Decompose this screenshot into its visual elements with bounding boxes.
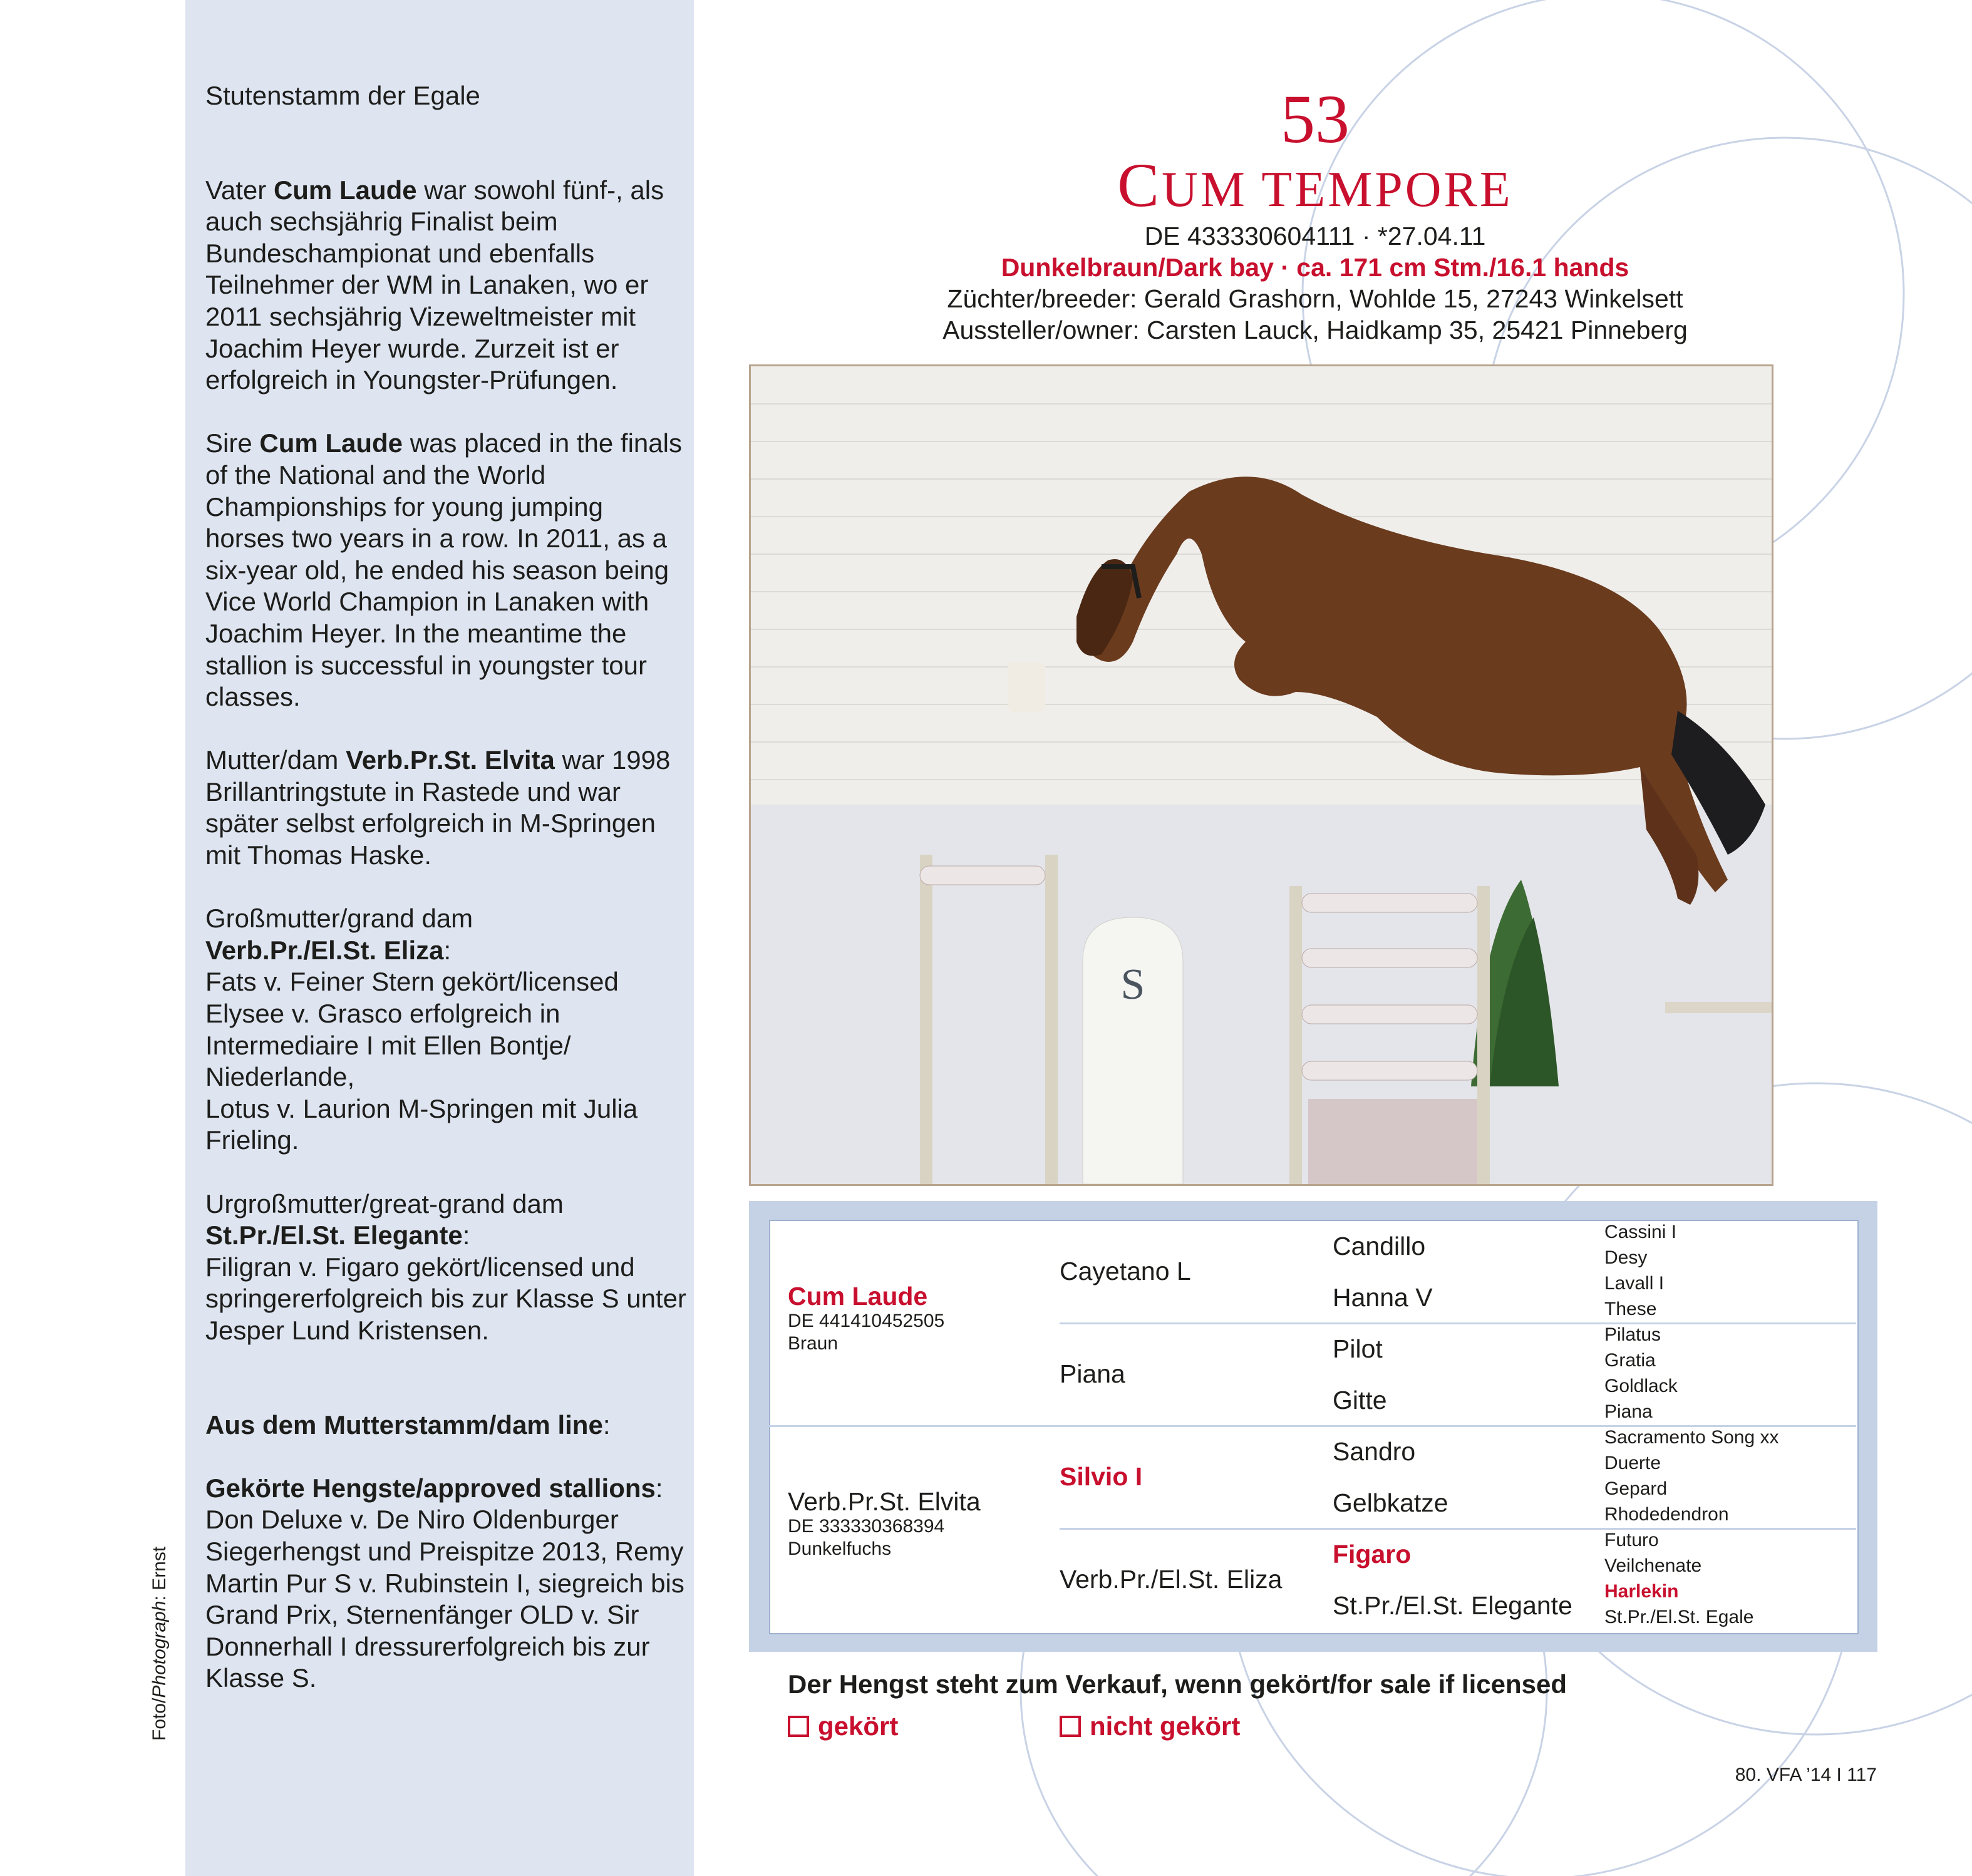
paragraph-english: Sire Cum Laude was placed in the finals of the National and the World Championships for young jumping horses two years in a row. In 2011, as a six-year old, he ended his season being Vice World Champion in Lanaken with Joachim Heyer. In the meantime the stallion is successful in youngster tour classes.	[205, 428, 682, 712]
option-not-licensed[interactable]: nicht gekört	[1060, 1711, 1240, 1741]
gen3-item: Gitte	[1333, 1386, 1387, 1415]
gen4-item: Cassini I	[1604, 1222, 1677, 1242]
paragraph-german: Vater Cum Laude war sowohl fünf-, als auch sechsjährig Finalist beim Bundeschampionat und ebenfalls Teilnehmer der WM in Lanaken, wo er 2011 sechsjährig Vizeweltmeister mit Joachim Heyer wurde. Zurzeit ist er erfolgreich in Youngster-Prüfungen.	[205, 175, 664, 395]
sale-notice: Der Hengst steht zum Verkauf, wenn gekört/for sale if licensed	[788, 1669, 1567, 1699]
gen4-item: Gratia	[1604, 1350, 1656, 1371]
gen4-item: Futuro	[1604, 1530, 1659, 1550]
gen4-item: Pilatus	[1604, 1324, 1661, 1345]
gen2-item: Silvio I	[1060, 1462, 1143, 1491]
paragraph-grand-dam: Großmutter/grand dam Verb.Pr./El.St. Eliza: Fats v. Feiner Stern gekört/licensed Elysee v. Grasco erfolgreich in Intermediaire I mit Ellen Bontje/ Niederlande, Lotus v. Laurion M-Springen mit Julia Frieling.	[205, 904, 638, 1155]
gen4-item: These	[1604, 1299, 1657, 1319]
gen4-item: Desy	[1604, 1247, 1648, 1268]
sire-color: Braun	[788, 1333, 839, 1354]
gen3-item: Hanna V	[1333, 1283, 1433, 1312]
gen4-item: Rhodedendron	[1604, 1504, 1729, 1525]
svg-text:S: S	[1120, 961, 1145, 1009]
photo-credit: Foto/Photograph: Ernst	[149, 1546, 170, 1741]
approved-stallions: Gekörte Hengste/approved stallions: Don Deluxe v. De Niro Oldenburger Siegerhengst und Preispitze 2013, Remy Martin Pur S v. Rubinstein I, siegreich bis Grand Prix, Sternenfänger OLD v. Sir Donnerhall I dressurerfolgreich bis zur Klasse S.	[205, 1473, 684, 1693]
gen3-item: Figaro	[1333, 1540, 1412, 1569]
gen4-item: Harlekin	[1604, 1581, 1679, 1602]
gen4-item: Piana	[1604, 1401, 1653, 1422]
coat-and-height: Dunkelbraun/Dark bay · ca. 171 cm Stm./16.1 hands	[1001, 253, 1629, 282]
page-folio: 80. VFA ’14 I 117	[1735, 1765, 1877, 1785]
gen4-item: Duerte	[1604, 1453, 1661, 1473]
checkbox-icon[interactable]	[1060, 1716, 1081, 1737]
intro-line: Stutenstamm der Egale	[205, 81, 480, 110]
sire-reg: DE 441410452505	[788, 1311, 945, 1331]
option-licensed[interactable]: gekört	[788, 1711, 898, 1741]
gen4-item: Lavall I	[1604, 1273, 1665, 1294]
dam-line-heading: Aus dem Mutterstamm/dam line:	[205, 1410, 611, 1440]
gen3-item: St.Pr./El.St. Elegante	[1333, 1591, 1572, 1620]
gen3-item: Pilot	[1333, 1334, 1383, 1363]
sire-name: Cum Laude	[788, 1282, 928, 1311]
pedigree-divider	[1060, 1528, 1856, 1530]
owner: Aussteller/owner: Carsten Lauck, Haidkamp 35, 25421 Pinneberg	[942, 316, 1688, 344]
gen4-item: Gepard	[1604, 1478, 1668, 1499]
dam-name: Verb.Pr.St. Elvita	[788, 1487, 981, 1516]
gen3-item: Sandro	[1333, 1437, 1416, 1466]
breeder: Züchter/breeder: Gerald Grashorn, Wohlde 15, 27243 Winkelsett	[947, 284, 1683, 313]
gen3-item: Candillo	[1333, 1232, 1426, 1260]
dam-color: Dunkelfuchs	[788, 1538, 892, 1559]
sidebar-text	[205, 80, 688, 1726]
gen4-item: Sacramento Song xx	[1604, 1427, 1779, 1448]
gen2-item: Piana	[1060, 1359, 1125, 1388]
paragraph-dam: Mutter/dam Verb.Pr.St. Elvita war 1998 Brillantringstute in Rastede und war später selbst erfolgreich in M-Springen mit Thomas Haske.	[205, 745, 671, 870]
paragraph-great-grand-dam: Urgroßmutter/great-grand dam St.Pr./El.St. Elegante: Filigran v. Figaro gekört/licensed und springererfolgreich bis zur Klasse S unter Jesper Lund Kristensen.	[205, 1188, 687, 1345]
gen4-item: St.Pr./El.St. Egale	[1604, 1607, 1754, 1627]
checkbox-icon[interactable]	[788, 1716, 809, 1737]
registration: DE 433330604111 · *27.04.11	[1144, 222, 1486, 250]
horse-photo	[749, 364, 1773, 1186]
gen2-item: Verb.Pr./El.St. Eliza	[1060, 1565, 1283, 1594]
gen4-item: Veilchenate	[1604, 1555, 1702, 1576]
dam-reg: DE 333330368394	[788, 1516, 945, 1537]
horse-name: CUM TEMPORE	[1117, 150, 1513, 220]
horse-jumping-illustration	[751, 366, 1772, 1184]
gen4-item: Goldlack	[1604, 1376, 1678, 1396]
catalog-number: 53	[1281, 81, 1350, 157]
gen2-item: Cayetano L	[1060, 1257, 1191, 1286]
pedigree-divider	[1060, 1322, 1856, 1324]
gen3-item: Gelbkatze	[1333, 1488, 1448, 1517]
